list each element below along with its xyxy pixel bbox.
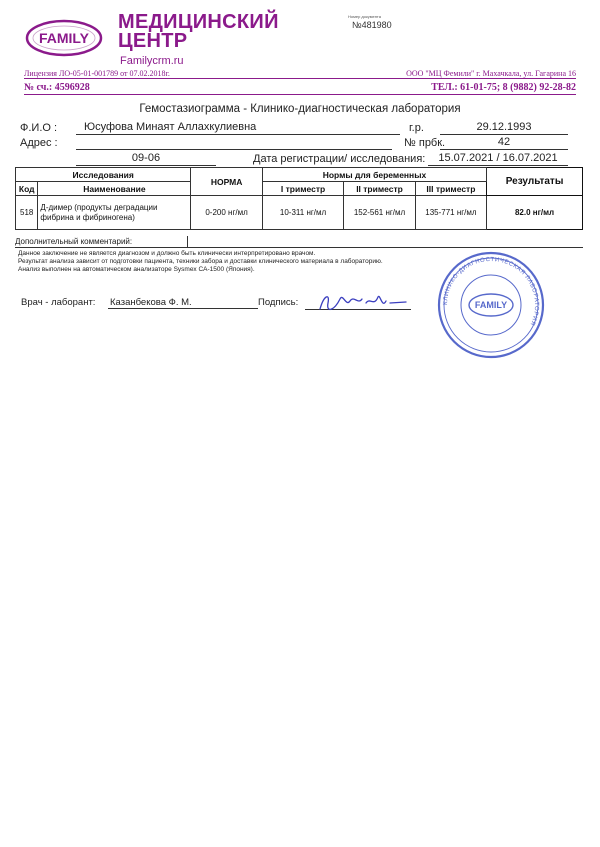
col-header-t3: III триместр <box>415 182 486 196</box>
note-line: Анализ выполнен на автоматическом анализаторе Sysmex CA-1500 (Япония). <box>18 266 255 273</box>
note-line: Данное заключение не является диагнозом и должно быть клинически интерпретировано врачом. <box>18 250 316 257</box>
col-header-name: Наименование <box>38 182 191 196</box>
svg-text:FAMILY: FAMILY <box>38 30 90 46</box>
row-t1: 10-311 нг/мл <box>262 196 344 230</box>
fio-label: Ф.И.О : <box>20 122 58 134</box>
header-divider-2 <box>24 94 576 95</box>
date-label: Дата регистрации/ исследования: <box>253 153 426 165</box>
row-name: Д-димер (продукты деградации фибрина и фибриногена) <box>38 196 191 230</box>
invoice-number: № сч.: 4596928 <box>24 82 90 93</box>
stamp-ring-text: КЛИНИКО-ДИАГНОСТИЧЕСКАЯ ЛАБОРАТОРИЯ <box>442 256 540 327</box>
lab-stamp <box>426 250 556 360</box>
comment-row <box>15 236 583 248</box>
address-value <box>76 136 392 150</box>
header-divider <box>24 78 576 79</box>
row-t2: 152-561 нг/мл <box>344 196 415 230</box>
col-header-t2: II триместр <box>344 182 415 196</box>
table-row <box>16 196 583 230</box>
brand-title <box>118 13 279 51</box>
address-label: Адрес : <box>20 137 58 149</box>
handwritten-signature <box>316 289 416 315</box>
family-logo <box>24 18 104 58</box>
ref-caption: Номер документа <box>348 14 381 19</box>
birth-label: г.р. <box>409 122 424 134</box>
row-result: 82.0 нг/мл <box>487 196 583 230</box>
brand-line-2: ЦЕНТР <box>118 30 188 52</box>
row-t3: 135-771 нг/мл <box>415 196 486 230</box>
row-code: 518 <box>16 196 38 230</box>
brand-line-1: МЕДИЦИНСКИЙ <box>118 11 279 33</box>
fio-value: Юсуфова Минаят Аллахкулиевна <box>76 121 400 135</box>
website: Familycrm.ru <box>120 55 184 67</box>
col-header-code: Код <box>16 182 38 196</box>
date-value: 15.07.2021 / 16.07.2021 <box>428 152 568 166</box>
license: Лицензия ЛО-05-01-001789 от 07.02.2018г. <box>24 69 170 78</box>
col-header-research: Исследования <box>16 168 191 182</box>
col-header-norm: НОРМА <box>191 168 262 196</box>
phone: ТЕЛ.: 61-01-75; 8 (9882) 92-28-82 <box>431 82 576 93</box>
col-header-t1: I триместр <box>262 182 344 196</box>
sample-label: № прбк. <box>404 137 446 149</box>
results-table <box>15 167 583 230</box>
sign-label: Подпись: <box>258 297 299 308</box>
stamp-center-text: FAMILY <box>474 300 508 310</box>
document-number: №481980 <box>352 20 392 30</box>
code-value: 09-06 <box>76 152 216 166</box>
birth-value: 29.12.1993 <box>440 121 568 135</box>
col-header-pregnant: Нормы для беременных <box>262 168 486 182</box>
disclaimer-notes <box>18 250 383 274</box>
doctor-name: Казанбекова Ф. М. <box>108 297 258 309</box>
row-norm: 0-200 нг/мл <box>191 196 262 230</box>
doctor-label: Врач - лаборант: <box>21 297 96 308</box>
note-line: Результат анализа зависит от подготовки пациента, техники забора и доставки клинического материала в лабораторию. <box>18 258 383 265</box>
report-title: Гемостазиограмма - Клинико-диагностическая лаборатория <box>139 103 461 115</box>
sample-value: 42 <box>440 136 568 150</box>
org-address: ООО "МЦ Фемили" г. Махачкала, ул. Гагарина 16 <box>406 69 576 78</box>
col-header-results: Результаты <box>487 168 583 196</box>
comment-label: Дополнительный комментарий: <box>15 236 188 247</box>
